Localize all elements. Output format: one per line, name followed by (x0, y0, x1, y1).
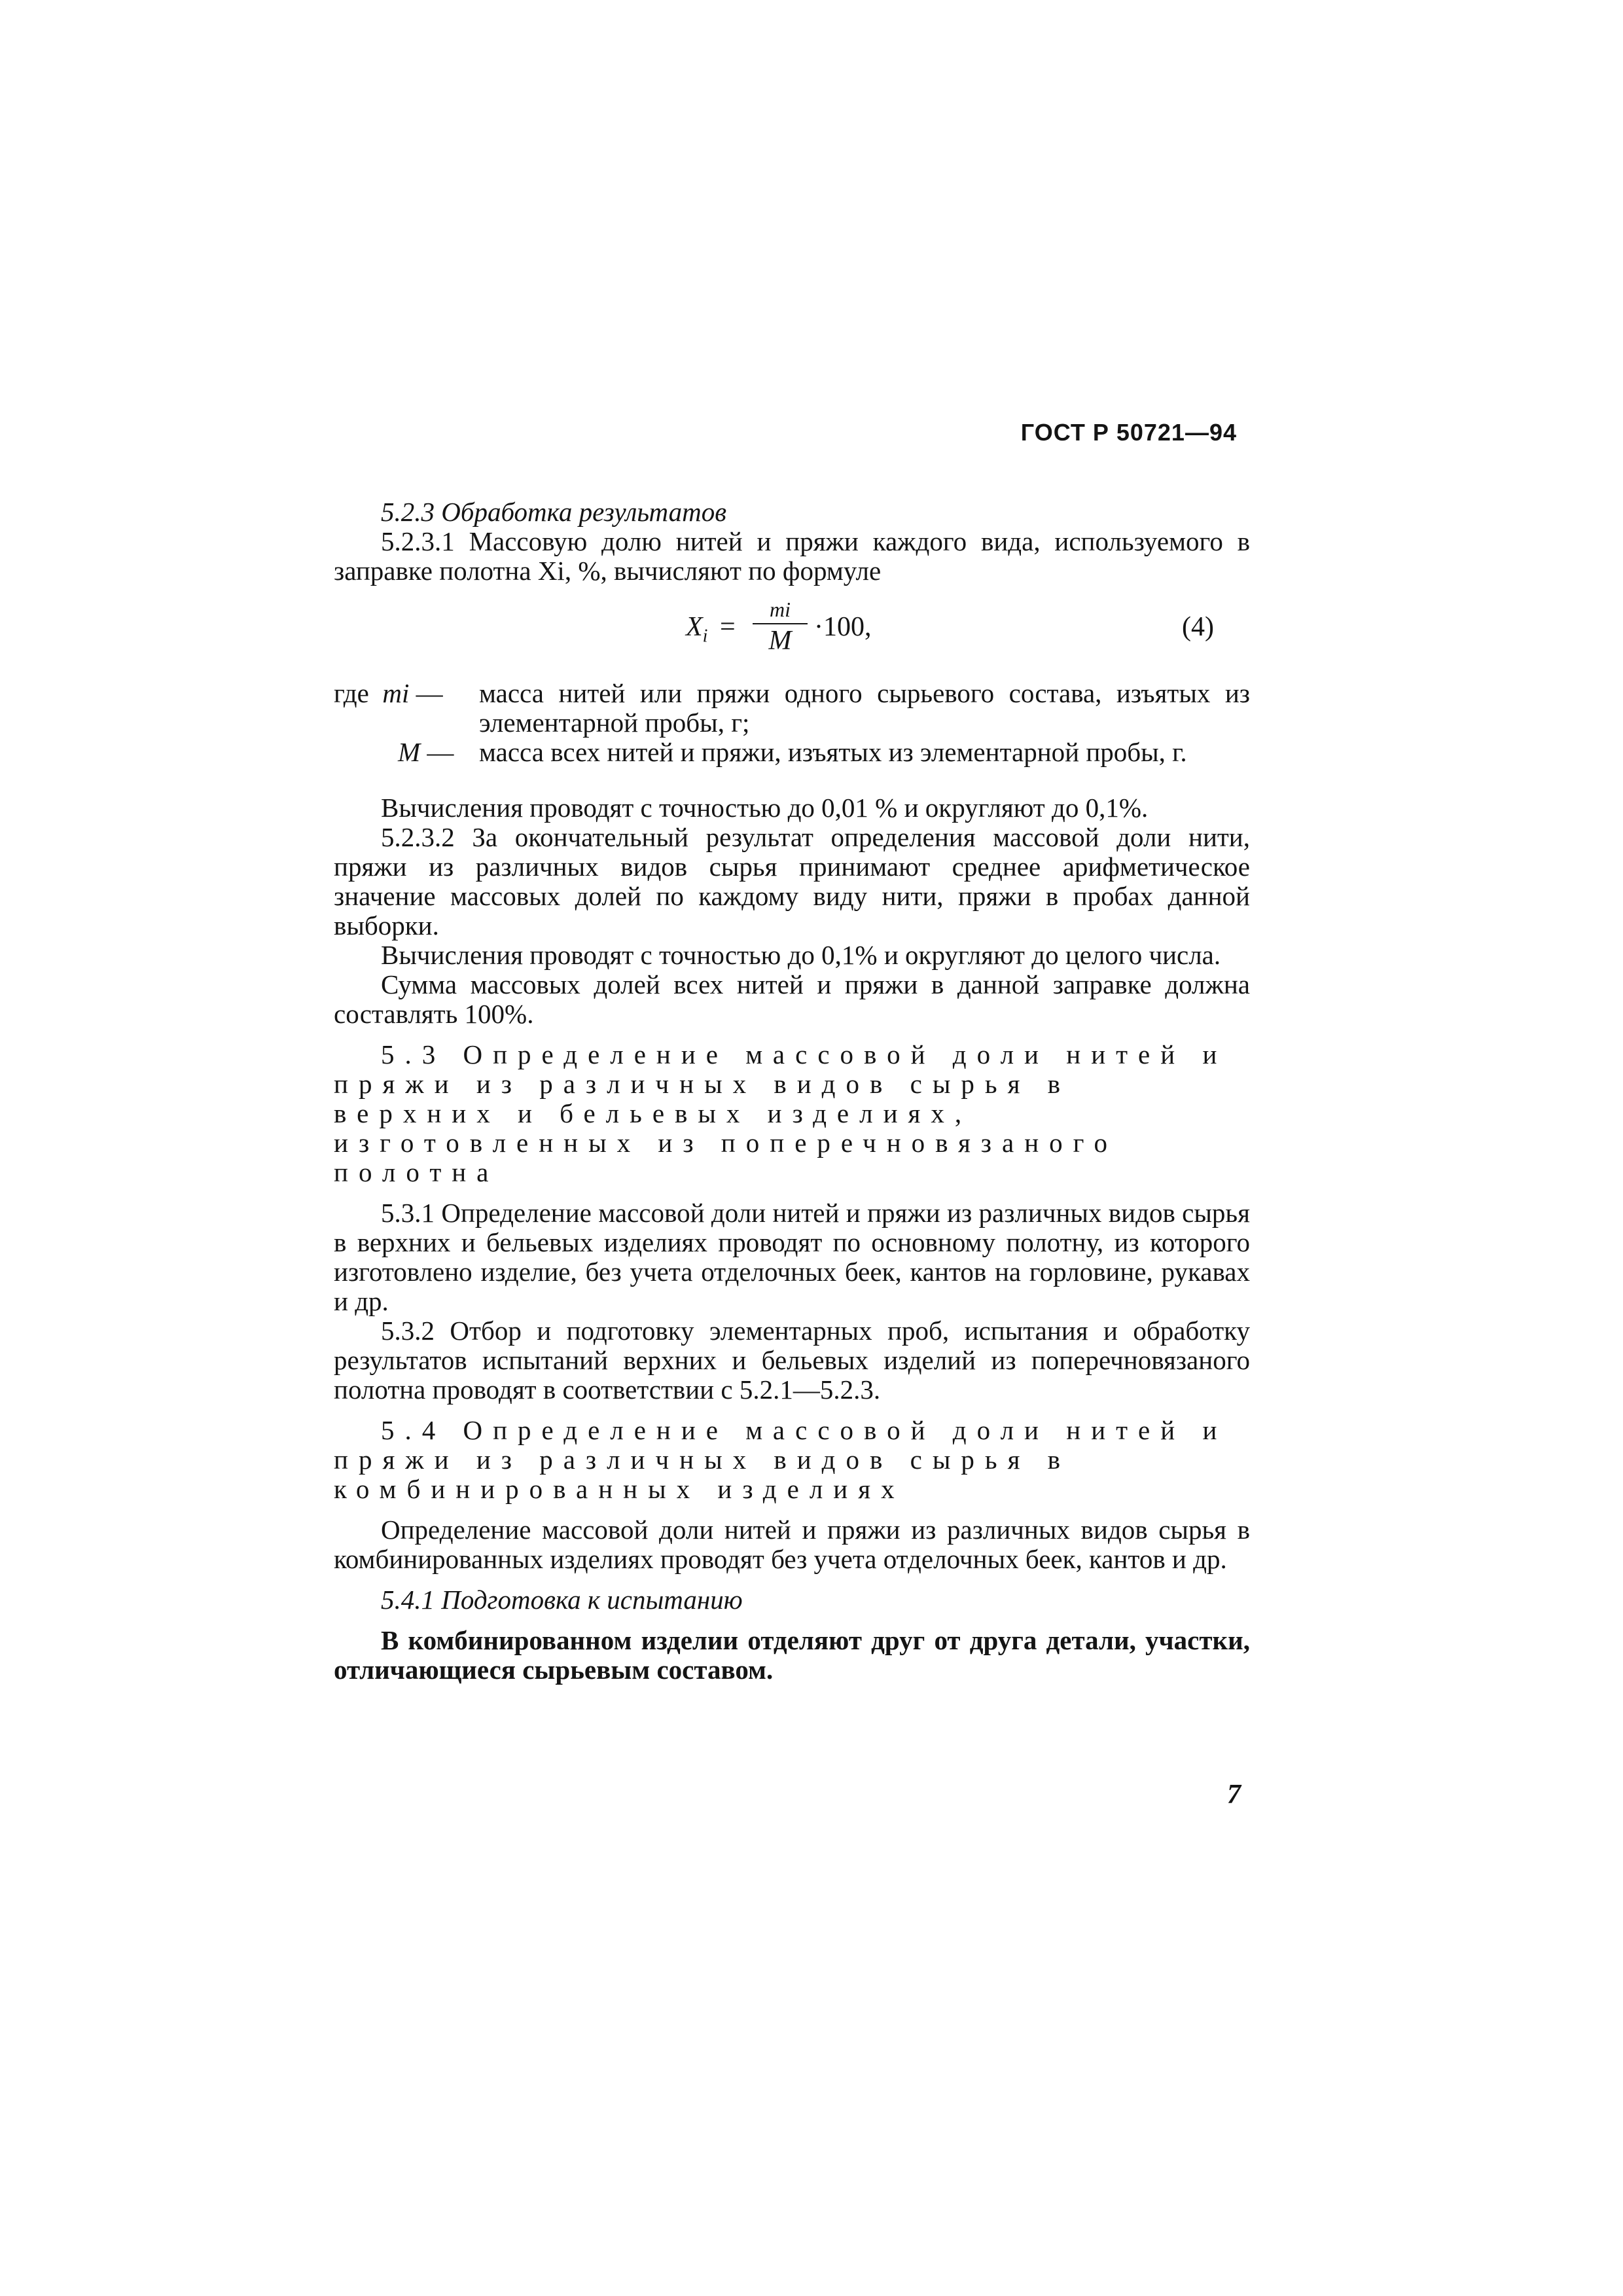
heading-5-4: 5.4 Определение массовой доли нитей и пряжи из различных видов сырья в комбинированных изделиях (334, 1415, 1228, 1504)
legend-label-m: где mi — (334, 678, 443, 708)
paragraph-5-3-1: 5.3.1 Определение массовой доли нитей и пряжи из различных видов сырья в верхних и бельевых изделиях проводят по основному полотну, из которого изготовлено изделие, без учета отделочных беек, кантов на горловине, рукавах и др. (334, 1198, 1250, 1316)
formula-4 (0, 597, 1623, 669)
formula-fraction (753, 597, 808, 656)
paragraph-5-4-1: В комбинированном изделии отделяют друг от друга детали, участки, отличающиеся сырьевым составом. (334, 1625, 1250, 1685)
formula-legend (334, 679, 1250, 767)
formula-number: (4) (1182, 612, 1214, 642)
body-text (334, 793, 1250, 1685)
legend-row-m (334, 679, 1250, 738)
paragraph-5-4: Определение массовой доли нитей и пряжи из различных видов сырья в комбинированных изделиях проводят без учета отделочных беек, кантов и др. (334, 1515, 1250, 1574)
paragraph-calc-1: Вычисления проводят с точностью до 0,01 % и округляют до 0,1%. (381, 793, 1149, 823)
paragraph-sum: Сумма массовых долей всех нитей и пряжи в данной заправке должна составлять 100%. (334, 969, 1250, 1029)
legend-desc-M: масса всех нитей и пряжи, изъятых из элементарной пробы, г. (479, 737, 1187, 767)
subsection-title: 5.2.3 Обработка результатов (381, 497, 727, 527)
fraction-bar (753, 623, 808, 624)
paragraph-calc-2: Вычисления проводят с точностью до 0,1% и округляют до целого числа. (381, 940, 1221, 970)
formula-equals: = (720, 612, 736, 642)
document-header: ГОСТ Р 50721—94 (1020, 419, 1237, 446)
page-number: 7 (1227, 1780, 1241, 1810)
paragraph-5-2-3-2: 5.2.3.2 За окончательный результат определения массовой доли нити, пряжи из различных видов сырья принимают среднее арифметическое значение массовых долей по каждому виду нити, пряжи в пробах данной выборки. (334, 822, 1250, 941)
legend-row-M (334, 738, 1250, 767)
legend-label-M: M — (398, 737, 454, 767)
legend-desc-m: масса нитей или пряжи одного сырьевого состава, изъятых из элементарной пробы, г; (479, 678, 1250, 738)
formula-denominator: M (768, 626, 792, 656)
heading-5-4-1: 5.4.1 Подготовка к испытанию (381, 1585, 743, 1615)
heading-5-3: 5.3 Определение массовой доли нитей и пряжи из различных видов сырья в верхних и бельевых изделиях, изготовленных из поперечновязаного полотна (334, 1039, 1228, 1187)
paragraph-5-3-2: 5.3.2 Отбор и подготовку элементарных проб, испытания и обработку результатов испытаний верхних и бельевых изделий из поперечновязаного полотна проводят в соответствии с 5.2.1—5.2.3. (334, 1316, 1250, 1405)
section-5-2-3 (334, 497, 1250, 586)
formula-numerator: mi (770, 598, 791, 621)
formula-lhs: $X_i$ (686, 612, 708, 647)
paragraph-5-2-3-1: 5.2.3.1 Массовую долю нитей и пряжи каждого вида, используемого в заправке полотна Xi, %, вычисляют по формуле (334, 526, 1250, 586)
formula-multiplier: ·100, (814, 612, 872, 642)
